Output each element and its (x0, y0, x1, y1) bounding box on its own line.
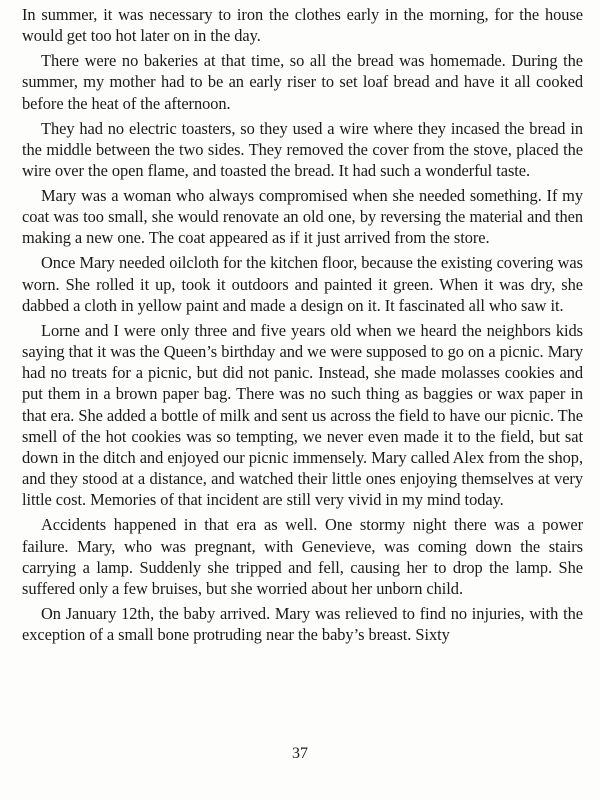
paragraph-oilcloth: Once Mary needed oilcloth for the kitchen floor, because the existing covering was worn. She rolled it up, took it outdoors and painted it green. When it was dry, she dabbed a cloth in yellow paint and made a design on it. It fascinated all who saw it. (22, 253, 583, 315)
page-number: 37 (292, 745, 308, 762)
paragraph-accident: Accidents happened in that era as well. One stormy night there was a power failure. Mary, who was pregnant, with Genevieve, was coming down the stairs carrying a lamp. Suddenly she tripped and fell, causing her to drop the lamp. She suffered only a few bruises, but she worried about her unborn child. (22, 515, 583, 599)
body-text (22, 4, 583, 649)
paragraph-picnic: Lorne and I were only three and five years old when we heard the neighbors kids saying that it was the Queen’s birthday and we were supposed to go on a picnic. Mary had no treats for a picnic, but did not panic. Instead, she made molasses cookies and put them in a brown paper bag. There was no such thing as baggies or wax paper in that era. She added a bottle of milk and sent us across the field to have our picnic. The smell of the hot cookies was so tempting, we never even made it to the field, but sat down in the ditch and enjoyed our picnic immensely. Mary called Alex from the shop, and they stood at a distance, and watched their little ones enjoying themselves at very little cost. Memories of that incident are still very vivid in my mind today. (22, 320, 583, 510)
paragraph-toasters: They had no electric toasters, so they used a wire where they incased the bread in the middle between the two sides. They removed the cover from the stove, placed the wire over the open flame, and toasted the bread. It had such a wonderful taste. (22, 118, 583, 181)
paragraph-bread: There were no bakeries at that time, so all the bread was homemade. During the summer, my mother had to be an early riser to set loaf bread and have it all cooked before the heat of the afternoon. (22, 51, 583, 113)
paragraph-coat: Mary was a woman who always compromised when she needed something. If my coat was too small, she would renovate an old one, by reversing the material and then making a new one. The coat appeared as if it just arrived from the store. (22, 186, 583, 248)
paragraph-baby: On January 12th, the baby arrived. Mary was relieved to find no injuries, with the exception of a small bone protruding near the baby’s breast. Sixty (22, 604, 583, 645)
paragraph-ironing: In summer, it was necessary to iron the clothes early in the morning, for the house would get too hot later on in the day. (22, 5, 583, 46)
